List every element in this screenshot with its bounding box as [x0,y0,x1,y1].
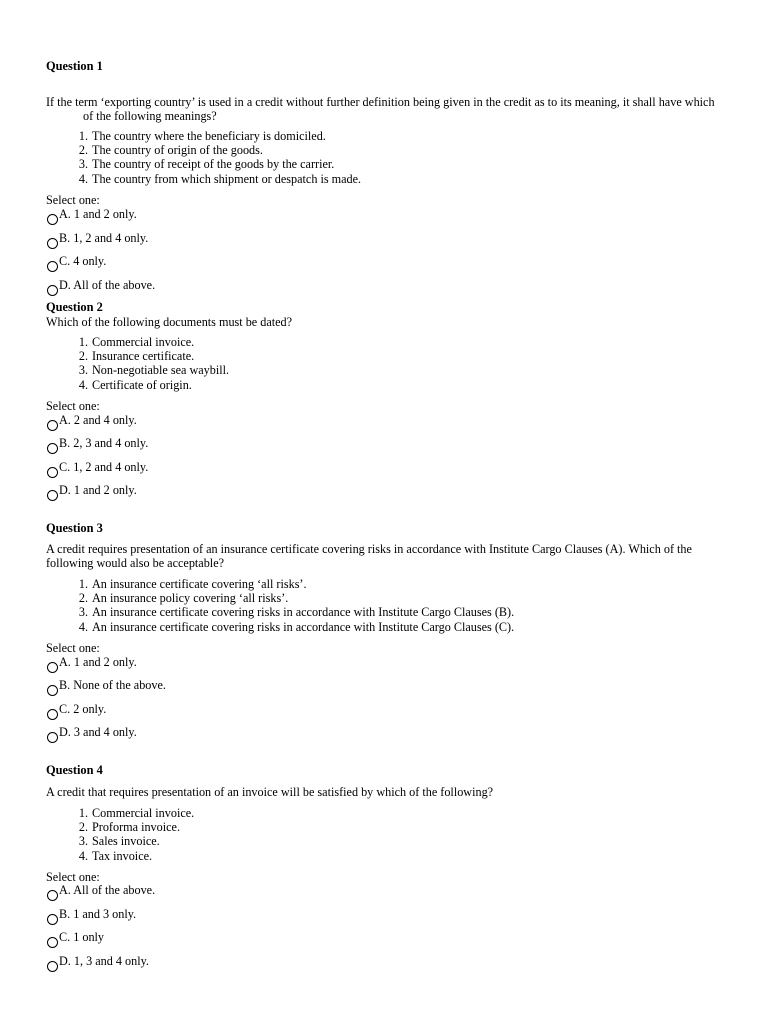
statement-item [78,834,194,849]
statement-item [78,820,194,835]
statement-number: 4. [78,377,88,392]
question-4-choice-d[interactable] [46,955,346,979]
radio-circle-icon[interactable] [47,914,58,925]
question-3-choice-c[interactable] [46,703,346,727]
question-1-select-label: Select one: [46,193,100,207]
question-4-title: Question 4 [46,763,103,777]
statement-item [78,157,361,172]
statement-item [78,377,229,392]
question-3-choice-b[interactable] [46,679,346,703]
statement-item [78,129,361,143]
statement-number: 4. [78,848,88,863]
statement-item [78,848,194,863]
question-4-select-label: Select one: [46,870,100,884]
radio-circle-icon[interactable] [47,709,58,720]
choice-label: C. 1 only [59,930,105,944]
statement-text: Commercial invoice. [92,806,195,820]
question-4-choice-b[interactable] [46,908,346,932]
question-3-choice-a[interactable] [46,656,346,680]
statement-text: An insurance policy covering ‘all risks’. [92,591,289,606]
radio-circle-icon[interactable] [47,467,58,478]
statement-text: An insurance certificate covering risks in accordance with Institute Cargo Clauses (B). [92,605,515,620]
question-2-statement-list [78,335,230,392]
choice-label: B. 1, 2 and 4 only. [59,231,149,245]
choice-label: A. 1 and 2 only. [59,207,137,221]
question-1-choice-a[interactable] [46,208,346,232]
radio-circle-icon[interactable] [47,214,58,225]
question-4-prompt: A credit that requires presentation of an invoice will be satisfied by which of the following? [46,785,494,799]
choice-label: D. 1 and 2 only. [59,483,137,497]
question-2-choice-b[interactable] [46,437,346,461]
question-1-choice-c[interactable] [46,255,346,279]
choice-label: B. None of the above. [59,678,166,692]
statement-item [78,171,362,186]
statement-text: The country of origin of the goods. [92,143,263,158]
radio-circle-icon[interactable] [47,443,58,454]
question-2-choice-d[interactable] [46,484,346,508]
statement-text: Commercial invoice. [92,335,195,349]
question-1-prompt: If the term ‘exporting country’ is used in a credit without further definition being given in the credit as to its meaning, it shall have which of the following meanings? [46,95,715,123]
statement-text: The country from which shipment or despatch is made. [92,171,362,186]
statement-number: 2. [78,820,88,835]
statement-number: 1. [78,129,88,143]
question-3-title: Question 3 [46,521,103,535]
radio-circle-icon[interactable] [47,261,58,272]
statement-item [78,619,515,634]
statement-number: 2. [78,143,88,158]
statement-text: Tax invoice. [92,848,153,863]
statement-text: Sales invoice. [92,834,160,849]
statement-number: 1. [78,577,88,591]
question-2-title: Question 2 [46,300,103,314]
statement-item [78,349,229,364]
question-3-select-label: Select one: [46,641,100,655]
statement-text: Non-negotiable sea waybill. [92,363,230,378]
statement-number: 3. [78,834,88,849]
statement-item [78,143,361,158]
statement-number: 1. [78,335,88,349]
choice-label: D. All of the above. [59,278,156,292]
choice-label: A. 1 and 2 only. [59,655,137,669]
choice-label: B. 1 and 3 only. [59,907,137,921]
choice-label: A. 2 and 4 only. [59,413,137,427]
question-3-choice-d[interactable] [46,726,346,750]
radio-circle-icon[interactable] [47,937,58,948]
statement-text: Certificate of origin. [92,377,192,392]
statement-number: 1. [78,806,88,820]
question-3-prompt: A credit requires presentation of an insurance certificate covering risks in accordance with Institute Cargo Clauses (A). Which of the following would also be acceptable? [46,542,692,570]
radio-circle-icon[interactable] [47,732,58,743]
choice-label: D. 3 and 4 only. [59,725,137,739]
question-1-choice-b[interactable] [46,232,346,256]
statement-number: 2. [78,591,88,606]
question-4-choice-c[interactable] [46,931,346,955]
statement-item [78,806,195,820]
statement-text: Proforma invoice. [92,820,180,835]
question-2-select-label: Select one: [46,399,100,413]
statement-number: 3. [78,605,88,620]
statement-text: The country where the beneficiary is domiciled. [92,129,326,143]
radio-circle-icon[interactable] [47,890,58,901]
radio-circle-icon[interactable] [47,490,58,501]
radio-circle-icon[interactable] [47,285,58,296]
question-4-choice-a[interactable] [46,884,346,908]
radio-circle-icon[interactable] [47,662,58,673]
radio-circle-icon[interactable] [47,238,58,249]
question-2-choice-c[interactable] [46,461,346,485]
statement-number: 4. [78,171,88,186]
question-2-prompt: Which of the following documents must be dated? [46,315,293,329]
statement-number: 3. [78,363,88,378]
statement-text: An insurance certificate covering ‘all risks’. [92,577,307,591]
question-4-statement-list [78,806,195,863]
question-1-statement-list [78,129,362,186]
question-3-statement-list [78,577,515,634]
statement-item [78,605,515,620]
statement-text: The country of receipt of the goods by the carrier. [92,157,335,172]
statement-text: An insurance certificate covering risks in accordance with Institute Cargo Clauses (C). [92,619,515,634]
radio-circle-icon[interactable] [47,961,58,972]
radio-circle-icon[interactable] [47,685,58,696]
choice-label: B. 2, 3 and 4 only. [59,436,149,450]
question-1-title: Question 1 [46,59,103,73]
statement-number: 3. [78,157,88,172]
statement-item [78,335,229,349]
radio-circle-icon[interactable] [47,420,58,431]
choice-label: D. 1, 3 and 4 only. [59,954,149,968]
choice-label: C. 2 only. [59,702,107,716]
statement-item [78,591,514,606]
choice-label: A. All of the above. [59,883,156,897]
statement-number: 2. [78,349,88,364]
statement-item [78,577,514,591]
statement-text: Insurance certificate. [92,349,195,364]
question-2-choice-a[interactable] [46,414,346,438]
statement-number: 4. [78,619,88,634]
statement-item [78,363,230,378]
choice-label: C. 4 only. [59,254,107,268]
choice-label: C. 1, 2 and 4 only. [59,460,149,474]
